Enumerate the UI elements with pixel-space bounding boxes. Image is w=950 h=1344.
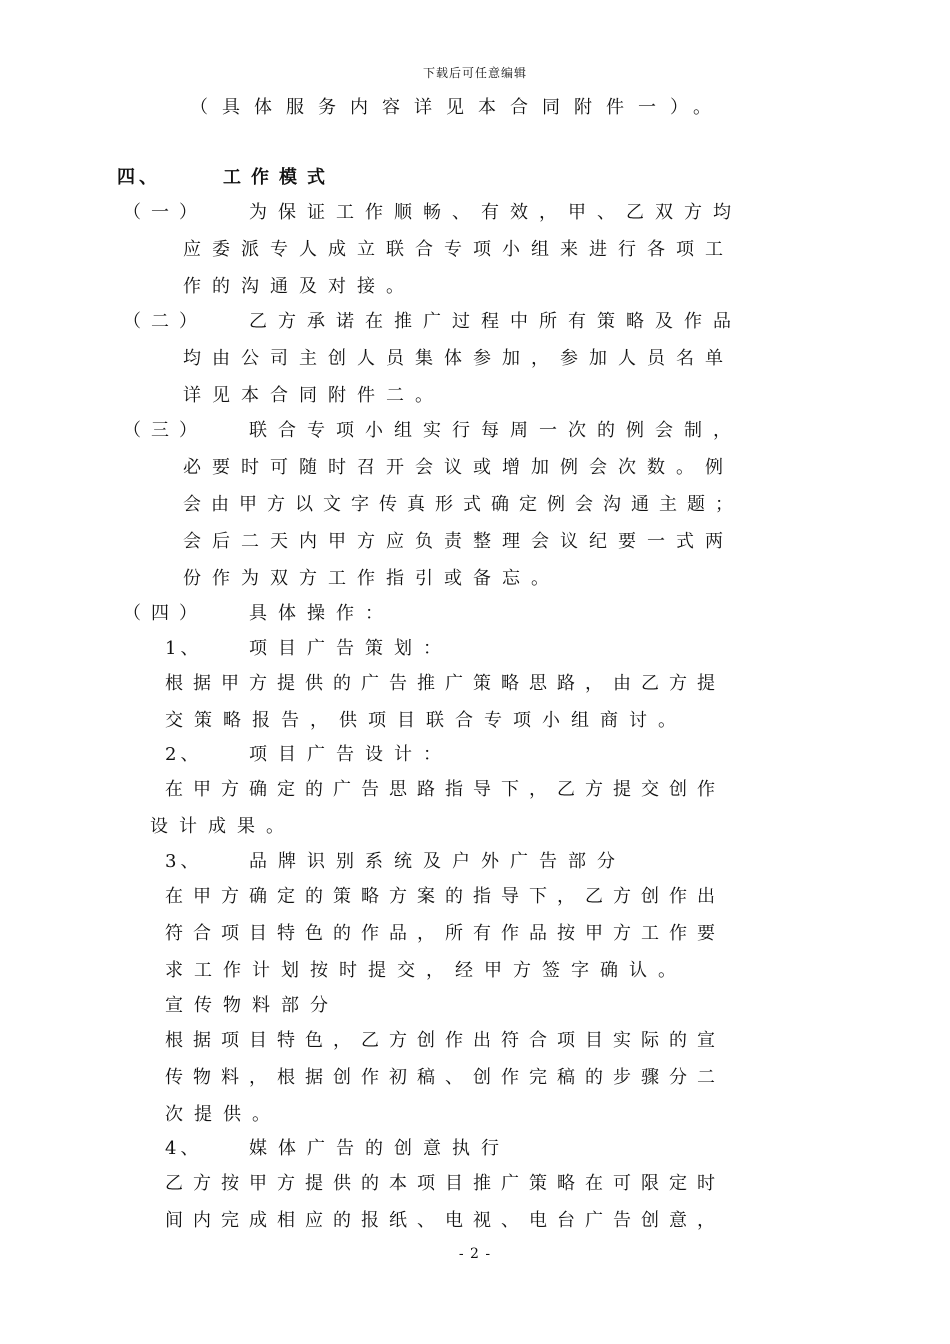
paragraph-line: 份作为双方工作指引或备忘。 (183, 568, 560, 589)
list-number: （三） (123, 420, 207, 441)
paragraph-line: 交策略报告，供项目联合专项小组商讨。 (165, 710, 687, 731)
paragraph-line: 宣传物料部分 (165, 995, 339, 1016)
section-heading (117, 166, 335, 190)
paragraph-text: 具体操作： (249, 603, 394, 624)
paragraph-line: 设计成果。 (150, 816, 295, 837)
subsection-title: 项目广告设计： (249, 744, 452, 765)
paragraph-line: 作的沟通及对接。 (183, 276, 415, 297)
subsection-title: 品牌识别系统及户外广告部分 (249, 851, 626, 872)
subsection-title: 项目广告策划： (249, 638, 452, 659)
paragraph-line: 应委派专人成立联合专项小组来进行各项工 (183, 239, 734, 260)
subsection-item (165, 743, 452, 767)
subsection-number: 3、 (165, 851, 203, 872)
paragraph-line: （具体服务内容详见本合同附件一）。 (190, 97, 725, 118)
list-item (123, 602, 394, 626)
list-number: （四） (123, 603, 207, 624)
paragraph-text: 联合专项小组实行每周一次的例会制， (249, 420, 742, 441)
subsection-number: 1、 (165, 638, 203, 659)
list-item (123, 201, 742, 225)
paragraph-line: 均由公司主创人员集体参加，参加人员名单 (183, 348, 734, 369)
subsection-item (165, 637, 452, 661)
subsection-number: 2、 (165, 744, 203, 765)
paragraph-line: 传物料，根据创作初稿、创作完稿的步骤分二 (165, 1067, 725, 1088)
subsection-item (165, 1137, 510, 1161)
list-item (123, 419, 742, 443)
paragraph-line: 根据项目特色，乙方创作出符合项目实际的宣 (165, 1030, 725, 1051)
paragraph-line: 必要时可随时召开会议或增加例会次数。例 (183, 457, 734, 478)
list-item (123, 310, 742, 334)
paragraph-line: 符合项目特色的作品，所有作品按甲方工作要 (165, 923, 725, 944)
paragraph-line: 详见本合同附件二。 (183, 385, 444, 406)
subsection-title: 媒体广告的创意执行 (249, 1138, 510, 1159)
page-number: - 2 - (458, 1246, 492, 1262)
paragraph-line: 间内完成相应的报纸、电视、电台广告创意， (165, 1210, 725, 1231)
paragraph-line: 求工作计划按时提交，经甲方签字确认。 (165, 960, 687, 981)
list-number: （一） (123, 202, 207, 223)
paragraph-line: 会由甲方以文字传真形式确定例会沟通主题； (183, 494, 743, 515)
section-number: 四、 (117, 167, 161, 188)
paragraph-line: 根据甲方提供的广告推广策略思路，由乙方提 (165, 673, 725, 694)
paragraph-line: 在甲方确定的广告思路指导下，乙方提交创作 (165, 779, 725, 800)
page-header: 下载后可任意编辑 (422, 66, 527, 80)
list-number: （二） (123, 311, 207, 332)
paragraph-line: 会后二天内甲方应负责整理会议纪要一式两 (183, 531, 734, 552)
paragraph-text: 乙方承诺在推广过程中所有策略及作品 (249, 311, 742, 332)
paragraph-line: 乙方按甲方提供的本项目推广策略在可限定时 (165, 1173, 725, 1194)
paragraph-text: 为保证工作顺畅、有效，甲、乙双方均 (249, 202, 742, 223)
paragraph-line: 次提供。 (165, 1104, 281, 1125)
subsection-number: 4、 (165, 1138, 203, 1159)
paragraph-line: 在甲方确定的策略方案的指导下，乙方创作出 (165, 886, 725, 907)
subsection-item (165, 850, 626, 874)
section-title: 工作模式 (223, 167, 335, 188)
